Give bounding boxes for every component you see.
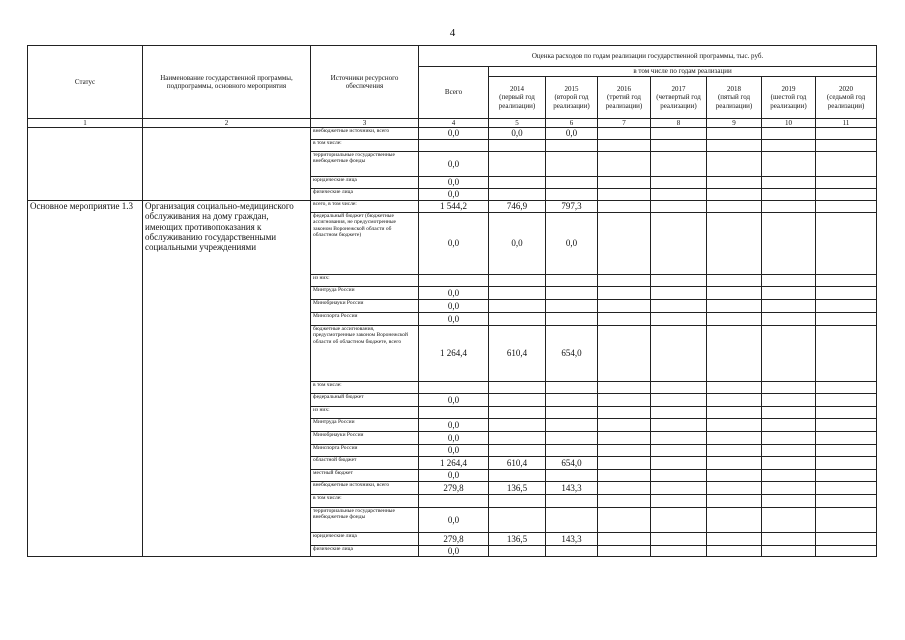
table-header: [28, 46, 877, 128]
value-2017: [651, 201, 707, 213]
value-2017: [651, 419, 707, 432]
value-total: 1 264,4: [419, 326, 489, 382]
header-year-2017: [651, 77, 707, 119]
value-2019: [762, 313, 816, 326]
value-2020: [816, 495, 877, 508]
value-total: [419, 140, 489, 152]
value-2018: [707, 419, 762, 432]
value-2014: [489, 300, 546, 313]
funding-source: юридические лица: [311, 533, 419, 546]
value-2014: [489, 140, 546, 152]
table-row: [28, 201, 877, 213]
value-2016: [598, 287, 651, 300]
value-total: 0,0: [419, 128, 489, 140]
header-year-2014: [489, 77, 546, 119]
value-total: 1 544,2: [419, 201, 489, 213]
value-2014: 0,0: [489, 128, 546, 140]
value-2019: [762, 394, 816, 407]
value-2019: [762, 140, 816, 152]
header-status: Статус: [28, 46, 143, 119]
value-2020: [816, 457, 877, 470]
header-source: Источники ресурсного обеспечения: [311, 46, 419, 119]
header-year-number: 2018: [727, 85, 741, 94]
value-2018: [707, 213, 762, 275]
value-2014: [489, 419, 546, 432]
value-2016: [598, 326, 651, 382]
value-2016: [598, 546, 651, 557]
value-2020: [816, 394, 877, 407]
header-year-2018: [707, 77, 762, 119]
value-2017: [651, 287, 707, 300]
value-2014: [489, 407, 546, 419]
value-2017: [651, 482, 707, 495]
value-2020: [816, 533, 877, 546]
header-year-2020: [816, 77, 877, 119]
value-2016: [598, 419, 651, 432]
value-2015: [546, 432, 598, 445]
value-2019: [762, 546, 816, 557]
funding-source: Минтруда России: [311, 287, 419, 300]
funding-source: в том числе:: [311, 382, 419, 394]
column-number: 1: [28, 119, 143, 128]
value-2016: [598, 300, 651, 313]
value-2018: [707, 407, 762, 419]
value-2019: [762, 457, 816, 470]
value-total: 0,0: [419, 152, 489, 177]
value-2017: [651, 382, 707, 394]
value-total: 0,0: [419, 313, 489, 326]
funding-source: в том числе:: [311, 495, 419, 508]
funding-source: бюджетные ассигнования, предусмотренные законом Воронежской области об областном бюджете, всего: [311, 326, 419, 382]
value-2018: [707, 533, 762, 546]
value-2020: [816, 275, 877, 287]
value-2017: [651, 140, 707, 152]
value-2020: [816, 152, 877, 177]
value-2017: [651, 432, 707, 445]
header-year-label: (шестой год реализации): [770, 93, 807, 110]
value-2016: [598, 275, 651, 287]
value-2015: 0,0: [546, 128, 598, 140]
value-2015: [546, 152, 598, 177]
header-year-number: 2020: [839, 85, 854, 94]
value-total: 0,0: [419, 394, 489, 407]
value-2019: [762, 407, 816, 419]
value-2016: [598, 213, 651, 275]
value-2019: [762, 419, 816, 432]
funding-source: местный бюджет: [311, 470, 419, 482]
value-2014: [489, 313, 546, 326]
header-year-number: 2016: [617, 85, 631, 94]
value-2018: [707, 140, 762, 152]
value-2018: [707, 128, 762, 140]
value-total: [419, 495, 489, 508]
header-year-label: (седьмой год реализации): [826, 93, 866, 110]
block-main-activity: [28, 201, 877, 557]
value-2015: [546, 546, 598, 557]
value-2016: [598, 508, 651, 533]
value-2020: [816, 407, 877, 419]
value-2017: [651, 495, 707, 508]
column-number: 9: [707, 119, 762, 128]
funding-source: федеральный бюджет: [311, 394, 419, 407]
funding-source: территориальные государственные внебюджетные фонды: [311, 152, 419, 177]
value-2018: [707, 445, 762, 457]
value-2017: [651, 213, 707, 275]
value-2016: [598, 152, 651, 177]
value-2020: [816, 140, 877, 152]
funding-source: федеральный бюджет (бюджетные ассигнования, не предусмотренные законом Воронежской области об областном бюджете): [311, 213, 419, 275]
value-2015: [546, 189, 598, 201]
value-2014: 746,9: [489, 201, 546, 213]
header-year-number: 2014: [510, 85, 524, 94]
value-2014: 136,5: [489, 533, 546, 546]
value-2017: [651, 313, 707, 326]
value-2014: [489, 177, 546, 189]
header-year-number: 2015: [564, 85, 579, 94]
value-2016: [598, 140, 651, 152]
value-total: [419, 407, 489, 419]
value-2020: [816, 432, 877, 445]
table-row: [28, 128, 877, 140]
value-total: 0,0: [419, 287, 489, 300]
value-2020: [816, 201, 877, 213]
value-2019: [762, 177, 816, 189]
value-2014: [489, 470, 546, 482]
value-2018: [707, 495, 762, 508]
value-2017: [651, 457, 707, 470]
value-2020: [816, 128, 877, 140]
header-year-number: 2019: [781, 85, 796, 94]
value-2018: [707, 382, 762, 394]
value-2018: [707, 394, 762, 407]
value-2015: [546, 313, 598, 326]
value-total: 1 264,4: [419, 457, 489, 470]
value-2018: [707, 189, 762, 201]
value-2020: [816, 445, 877, 457]
value-2020: [816, 313, 877, 326]
value-2019: [762, 382, 816, 394]
header-year-label: (второй год реализации): [553, 93, 590, 110]
value-2014: 0,0: [489, 213, 546, 275]
value-2015: 654,0: [546, 326, 598, 382]
value-2019: [762, 152, 816, 177]
value-total: [419, 382, 489, 394]
value-2019: [762, 470, 816, 482]
value-2015: 654,0: [546, 457, 598, 470]
value-2014: [489, 445, 546, 457]
header-estimate: Оценка расходов по годам реализации государственной программы, тыс. руб.: [419, 46, 877, 67]
funding-source: всего, в том числе:: [311, 201, 419, 213]
value-total: 0,0: [419, 508, 489, 533]
column-numbers-row: [28, 119, 877, 128]
value-2017: [651, 470, 707, 482]
funding-source: юридические лица: [311, 177, 419, 189]
column-number: 10: [762, 119, 816, 128]
funding-source: в том числе:: [311, 140, 419, 152]
funding-source: территориальные государственные внебюджетные фонды: [311, 508, 419, 533]
value-total: 0,0: [419, 177, 489, 189]
value-2017: [651, 326, 707, 382]
value-2017: [651, 394, 707, 407]
value-2015: [546, 495, 598, 508]
value-2019: [762, 482, 816, 495]
value-2016: [598, 495, 651, 508]
value-2014: 610,4: [489, 457, 546, 470]
value-2016: [598, 457, 651, 470]
value-2016: [598, 482, 651, 495]
value-2017: [651, 177, 707, 189]
header-year-label: (третий год реализации): [605, 93, 643, 110]
value-2014: [489, 546, 546, 557]
value-2019: [762, 300, 816, 313]
value-2016: [598, 470, 651, 482]
value-2015: 797,3: [546, 201, 598, 213]
funding-source: областной бюджет: [311, 457, 419, 470]
header-including-by-years: в том числе по годам реализации: [489, 67, 877, 77]
column-number: 8: [651, 119, 707, 128]
column-number: 2: [143, 119, 311, 128]
value-2019: [762, 508, 816, 533]
funding-source: Минспорта России: [311, 313, 419, 326]
value-2015: [546, 470, 598, 482]
value-2020: [816, 482, 877, 495]
value-2019: [762, 445, 816, 457]
value-2016: [598, 432, 651, 445]
value-2015: [546, 140, 598, 152]
value-2020: [816, 213, 877, 275]
row-activity-name: [143, 128, 311, 201]
value-total: 0,0: [419, 546, 489, 557]
value-2015: [546, 407, 598, 419]
funding-source: внебюджетные источники, всего: [311, 482, 419, 495]
page-number: 4: [449, 27, 456, 39]
value-2019: [762, 189, 816, 201]
header-year-label: (пятый год реализации): [715, 93, 753, 110]
value-2016: [598, 533, 651, 546]
funding-source: Минобрнауки России: [311, 432, 419, 445]
value-2016: [598, 189, 651, 201]
value-2014: [489, 382, 546, 394]
value-2017: [651, 152, 707, 177]
value-2017: [651, 189, 707, 201]
value-2018: [707, 470, 762, 482]
value-2019: [762, 326, 816, 382]
row-status: [28, 128, 143, 201]
value-2020: [816, 508, 877, 533]
value-2015: [546, 445, 598, 457]
value-2020: [816, 287, 877, 300]
row-activity-name: Организация социально-медицинского обслуживания на дому граждан, имеющих противопоказания к обслуживанию государственными социальными учреждениями: [143, 201, 311, 557]
value-total: 0,0: [419, 470, 489, 482]
value-2015: [546, 382, 598, 394]
value-total: 279,8: [419, 482, 489, 495]
value-2016: [598, 177, 651, 189]
value-total: 0,0: [419, 445, 489, 457]
value-2016: [598, 201, 651, 213]
value-2014: 610,4: [489, 326, 546, 382]
value-2018: [707, 326, 762, 382]
value-2020: [816, 470, 877, 482]
value-2019: [762, 533, 816, 546]
value-2016: [598, 313, 651, 326]
column-number: 5: [489, 119, 546, 128]
value-2016: [598, 382, 651, 394]
column-number: 4: [419, 119, 489, 128]
header-year-2019: [762, 77, 816, 119]
header-year-2015: [546, 77, 598, 119]
funding-source: физические лица: [311, 189, 419, 201]
value-2017: [651, 533, 707, 546]
value-2018: [707, 457, 762, 470]
value-2014: [489, 432, 546, 445]
value-total: 0,0: [419, 432, 489, 445]
column-number: 7: [598, 119, 651, 128]
value-2018: [707, 201, 762, 213]
row-status: Основное мероприятие 1.3: [28, 201, 143, 557]
value-2015: [546, 394, 598, 407]
value-2015: 0,0: [546, 213, 598, 275]
value-2018: [707, 546, 762, 557]
value-2019: [762, 287, 816, 300]
value-total: 0,0: [419, 213, 489, 275]
header-year-label: (первый год реализации): [498, 93, 536, 110]
value-total: 279,8: [419, 533, 489, 546]
value-2020: [816, 546, 877, 557]
value-2016: [598, 407, 651, 419]
value-2019: [762, 128, 816, 140]
funding-source: внебюджетные источники, всего: [311, 128, 419, 140]
value-2019: [762, 495, 816, 508]
header-name: Наименование государственной программы, подпрограммы, основного мероприятия: [143, 46, 311, 119]
value-2020: [816, 382, 877, 394]
value-2019: [762, 275, 816, 287]
funding-source: Минобрнауки России: [311, 300, 419, 313]
value-2014: [489, 275, 546, 287]
value-2015: [546, 287, 598, 300]
value-2017: [651, 300, 707, 313]
value-2017: [651, 546, 707, 557]
value-total: 0,0: [419, 300, 489, 313]
value-2020: [816, 300, 877, 313]
funding-source: из них:: [311, 407, 419, 419]
value-2017: [651, 407, 707, 419]
value-2017: [651, 275, 707, 287]
column-number: 6: [546, 119, 598, 128]
value-2015: [546, 300, 598, 313]
header-year-2016: [598, 77, 651, 119]
value-2017: [651, 508, 707, 533]
value-2016: [598, 128, 651, 140]
value-2018: [707, 482, 762, 495]
budget-table: [27, 45, 877, 557]
value-2014: [489, 495, 546, 508]
value-2018: [707, 275, 762, 287]
block-previous: [28, 128, 877, 201]
value-2019: [762, 201, 816, 213]
value-2019: [762, 432, 816, 445]
value-2020: [816, 189, 877, 201]
value-2018: [707, 313, 762, 326]
value-2015: 143,3: [546, 482, 598, 495]
column-number: 11: [816, 119, 877, 128]
value-total: [419, 275, 489, 287]
value-2014: [489, 508, 546, 533]
value-2017: [651, 128, 707, 140]
value-2015: [546, 508, 598, 533]
funding-source: из них:: [311, 275, 419, 287]
value-2020: [816, 419, 877, 432]
header-year-label: (четвертый год реализации): [656, 93, 701, 110]
value-2019: [762, 213, 816, 275]
value-2016: [598, 394, 651, 407]
value-2020: [816, 326, 877, 382]
value-total: 0,0: [419, 189, 489, 201]
value-2017: [651, 445, 707, 457]
value-2018: [707, 300, 762, 313]
header-year-number: 2017: [671, 85, 686, 94]
funding-source: Минтруда России: [311, 419, 419, 432]
value-2014: [489, 287, 546, 300]
value-2015: [546, 177, 598, 189]
funding-source: Минспорта России: [311, 445, 419, 457]
header-total: Всего: [419, 67, 489, 119]
value-2016: [598, 445, 651, 457]
funding-source: физические лица: [311, 546, 419, 557]
value-2014: [489, 189, 546, 201]
column-number: 3: [311, 119, 419, 128]
value-2018: [707, 432, 762, 445]
value-2014: [489, 152, 546, 177]
value-2018: [707, 287, 762, 300]
value-2014: [489, 394, 546, 407]
value-2018: [707, 508, 762, 533]
value-2015: [546, 275, 598, 287]
value-2014: 136,5: [489, 482, 546, 495]
value-2018: [707, 177, 762, 189]
value-total: 0,0: [419, 419, 489, 432]
value-2015: 143,3: [546, 533, 598, 546]
value-2018: [707, 152, 762, 177]
value-2020: [816, 177, 877, 189]
value-2015: [546, 419, 598, 432]
